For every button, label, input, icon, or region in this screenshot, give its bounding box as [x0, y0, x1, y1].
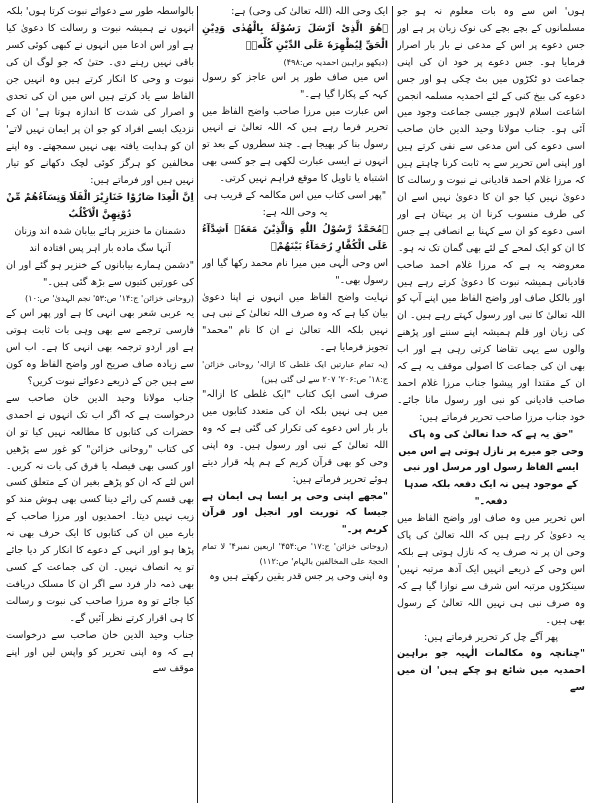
body-paragraph: ایک وحی اللہ (اللہ تعالیٰ کی وحی) ہے: [231, 6, 388, 17]
quote-block: "مجھے اپنی وحی پر ایسا ہی ایمان ہے جیسا کہ توریت اور انجیل اور قرآن کریم پر۔" [202, 490, 388, 536]
body-paragraph: جناب مولانا وحید الدین خان صاحب سے درخواست ہے کہ اگر اب تک انہوں نے احمدی حضرات کی کتابوں کا مطالعہ نہیں کیا تو ان کی کتاب "روحانی خزائن" کو غور سے پڑھیں اور کسی بھی فیصلہ یا فرق کی بات نہ کریں۔ اس لئے کہ ان کو پڑھے بغیر ان کے متعلق کسی بھی قسم کی رائے دینا کسی بھی ہوش مند کو زیب نہیں دیتا۔ احمدیوں اور مرزا صاحب کے بارے میں ان کی کتابوں کا ایک حرف بھی نہ پڑھا ہو اور انہی کے دعوے کا انکار کر دیا جائے تو یہ انصاف نہیں۔ ان کی جماعت کے کسی بھی ذمہ دار فرد سے اگر ان کا مسلک دریافت کیا جائے تو وہ مرزا صاحب کی نبوت و رسالت کا ہی اقرار کرتے نظر آئیں گے۔ [6, 392, 194, 624]
body-paragraph: بالواسطہ طور سے دعوائے نبوت کرتا ہوں' بلکہ انہوں نے ہمیشہ نبوت و رسالت کا دعویٰ کیا ہے اور اس ادعا میں انہوں نے کبھی کوئی کسر باقی نہیں رہنے دی۔ حتیٰ کہ جو لوگ ان کی نبوت و وحی کا انکار کرتے ہیں وہ انہیں جن الفاظ سے یاد کرتے ہیں اس میں ان کی تحدی و اصرار کی شدت کا اندازہ ہوتا ہے' ان کے نزدیک ایسے افراد کو جو ان پر ایمان نہیں لاتے' ان کو ہدایت یافتہ بھی نہیں سمجھتے۔ وہ اپنے مخالفین کو ہرگز کوئی لچک دکھانے کو تیار نہیں ہیں اور فرماتے ہیں: [6, 6, 194, 187]
quote-block: "حق یہ ہے کہ خدا تعالیٰ کی وہ پاک وحی جو میرے پر نازل ہوتی ہے اس میں ایسے الفاظ رسول اور مرسل اور نبی کے موجود ہیں نہ ایک دفعہ بلکہ صدہا دفعہ۔" [398, 428, 584, 508]
body-paragraph: اس تحریر میں وہ صاف اور واضح الفاظ میں یہ دعویٰ کر رہے ہیں کہ اللہ تعالیٰ کی پاک وحی ان پر نہ صرف یہ کہ نازل ہوتی ہے بلکہ اس وحی کے ذریعے انہیں ایک آدھ مرتبہ نہیں' سینکڑوں مرتبہ اس شرف سے نوازا گیا ہے کہ وہ صرف نبی ہی نہیں اللہ تعالیٰ کے رسول بھی ہیں۔ [397, 513, 585, 626]
quote-block: "دشمن ہمارے بیابانوں کے خنزیر ہو گئے اور ان کی عورتیں کتیوں سے بڑھ گئی ہیں۔" [6, 259, 194, 288]
column-divider [392, 6, 393, 803]
citation: (دیکھو براہین احمدیہ ص:۴۹۸) [283, 56, 388, 67]
quote-block: "چنانچہ وہ مکالمات الٰہیہ جو براہین احمدیہ میں شائع ہو چکے ہیں' ان میں سے [397, 648, 585, 694]
citation: (روحانی خزائن' ج:۱۴' ص:۵۳' نجم الہدیٰ' ص:۱۰) [24, 293, 194, 304]
column-middle [202, 4, 388, 804]
body-paragraph: ہوں' اس سے وہ بات معلوم نہ ہو جو مسلمانوں کے بچے بچے کی نوک زبان پر ہے اور جس دعوے پر اس کے مدعی نے بار بار اصرار فرمایا ہو۔ جس دعوے پر خود ان کی اپنی جماعت دو ٹکڑوں میں بٹ چکی ہو اور جس دعوے کی بیخ کنی کے لئے احمدیہ مسلمہ انجمن اشاعت اسلام لاہور جیسی جماعت وجود میں آئی ہو۔ جناب مولانا وحید الدین خان صاحب اسی دعوے کی اس مدعی سے نفی کرتے ہیں اور اپنی اس تحریر سے یہ ثابت کرنا چاہتے ہیں کہ مرزا غلام احمد قادیانی نے نبوت و رسالت کا دعویٰ نہیں کیا جو ان کا دعویٰ نہیں اسے ان کی طرف منسوب کرنا ان پر بہتان ہے اور اسی دعوے کو ان سے کہنا بے انصافی ہے جس کا ان کو ایک لمحے کے لئے بھی گمان تک نہ ہو۔ [397, 6, 585, 254]
arabic-verse: ﴿هُوَ الَّذِیْ اَرْسَلَ رَسُوْلَهٗ بِالْهُدٰى وَدِیْنِ الْحَقِّ لِیُظْهِرَهٗ عَلَى الدِّیْنِ كُلِّهٖ﴾ [202, 22, 388, 51]
body-paragraph: جناب وحید الدین خان صاحب سے درخواست ہے کہ وہ اپنی تحریر کو واپس لیں اور اپنے موقف سے [6, 629, 194, 675]
arabic-verse: ﴿مُحَمَّدٌ رَّسُوْلُ اللّٰهِ وَالَّذِیْنَ مَعَهٗۤ اَشِدَّآءُ عَلَى الْكُفَّارِ رُحَمَآءُ بَیْنَهُمْ﴾ [202, 223, 388, 252]
persian-verse: دشمنان ما خنزیر ہائے بیابان شدہ اند وزنان آنہا سگ ماده بار اہر پس افتادہ اند [14, 225, 186, 254]
body-paragraph: صرف اسی ایک کتاب "ایک غلطی کا ازالہ" میں ہی نہیں بلکہ ان کی متعدد کتابوں میں بار بار اس دعوے کی تکرار کی گئی ہے کہ وہ اللہ تعالیٰ کے نبی اور رسول ہیں۔ وہ اپنی وحی کو بھی قرآن کریم کے ہم پلہ قرار دیتے ہوئے تحریر فرماتے ہیں: [202, 389, 388, 485]
body-paragraph: یہ عربی شعر بھی انہی کا ہے اور پھر اس کے فارسی ترجمے سے بھی وہی بات ثابت ہوتی ہے اور اردو ترجمہ بھی انہی کا ہے۔ اب اس سے زیادہ صاف صریح اور واضح الفاظ وہ کون سے ہیں جن کے ذریعے دعوائے نبوت کریں؟ [6, 308, 194, 388]
body-paragraph: وہ اپنی وحی پر جس قدر یقین رکھتے ہیں وہ [209, 571, 388, 583]
body-paragraph: نہایت واضح الفاظ میں انہوں نے اپنا دعویٰ بیان کیا ہے کہ وہ صرف اللہ تعالیٰ کے نبی ہی نہیں بلکہ اللہ تعالیٰ نے ان کا نام "محمد" تجویز فرمایا ہے۔ [202, 291, 388, 354]
column-left [6, 4, 194, 804]
body-paragraph: پھر آگے چل کر تحریر فرماتے ہیں: [424, 631, 558, 643]
body-paragraph: اس وحی الٰہی میں میرا نام محمد رکھا گیا اور رسول بھی۔" [202, 257, 388, 286]
body-paragraph: اس عبارت میں مرزا صاحب واضح الفاظ میں تحریر فرما رہے ہیں کہ اللہ تعالیٰ نے انہیں رسول بنا کر بھیجا ہے۔ چند سطروں کے بعد تو انہوں نے ایسی عبارت لکھی ہے جو کسی بھی اشتباہ یا تاویل کا موقع فراہم نہیں کرتی۔ [202, 105, 388, 185]
arabic-verse: اِنَّ الْعِدَا صَارُوْا خَنَازِیْرَ الْفَلَا وَنِسَآءُهُمْ مِّنْ دُوْنِهِنَّ الْاَكْلُبُ [6, 191, 194, 220]
body-paragraph: معروضہ یہ ہے کہ مرزا غلام احمد صاحب قادیانی ہمیشہ نبوت کا دعویٰ کرتے رہے ہیں اور بالکل صاف اور واضح الفاظ میں اپنے آپ کو اللہ تعالیٰ کا نبی اور رسول کہتے رہے ہیں۔ ان کی زبان اور قلم ہمیشہ اپنے سننے اور پڑھنے والوں سے یہی تقاضا کرتی رہی ہے اور اب بھی ان کی جماعت کا اصولی موقف یہ ہے کہ ان کے مقتدا اور پیشوا جناب مرزا غلام احمد صاحب قادیانی کو نبی اور رسول مانا جائے۔ خود جناب مرزا صاحب تحریر فرماتے ہیں: [397, 259, 585, 423]
citation: (یہ تمام عبارتیں ایک غلطی کا ازالہ' روحانی خزائن' ج:۱۸' ص:۲۰۶' ۲۰۷ سے لی گئی ہیں) [202, 359, 388, 385]
citation: (روحانی خزائن' ج:۱۷' ص:۴۵۴' اربعین نمبر۴' لا تمام الحجۃ علی المخالفین بالہام' ص:۱۱۲) [202, 541, 388, 567]
body-paragraph: اس میں صاف طور پر اس عاجز کو رسول کہہ کے پکارا گیا ہے۔" [202, 71, 388, 100]
column-right [397, 4, 585, 804]
body-paragraph: "پھر اسی کتاب میں اس مکالمہ کے قریب ہی یہ وحی اللہ ہے: [203, 190, 387, 218]
column-divider [197, 6, 198, 803]
